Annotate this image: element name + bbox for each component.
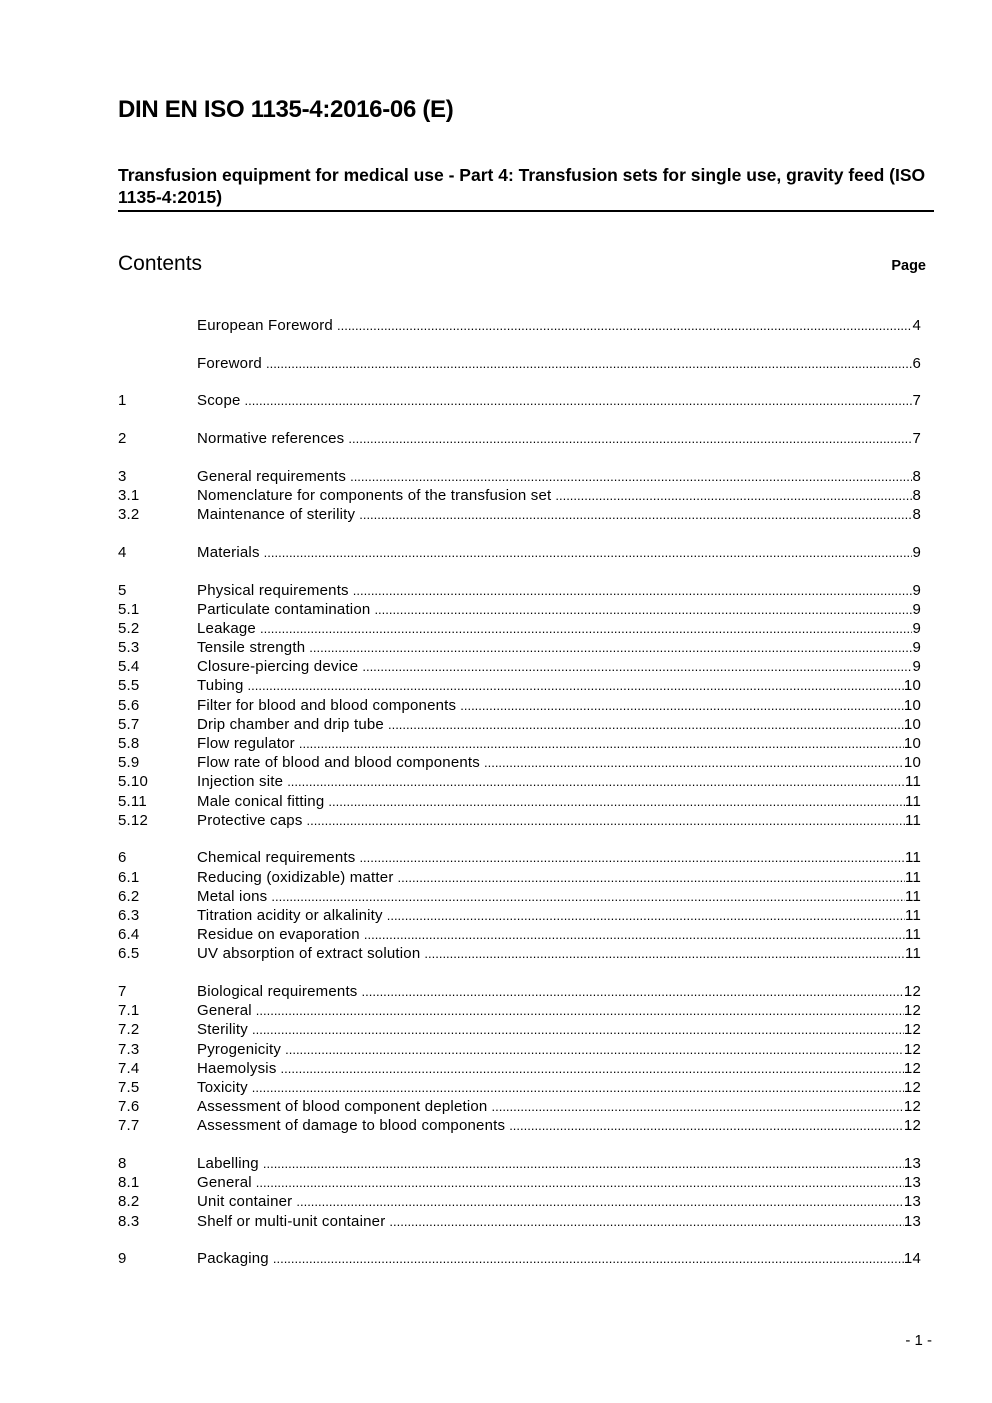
toc-entry-title: Foreword <box>197 354 262 372</box>
toc-leader-dots <box>350 467 912 486</box>
toc-entry-page: 10 <box>903 715 921 733</box>
toc-entry-title: Injection site <box>197 773 284 791</box>
toc-entry-number: 7 <box>118 983 127 1001</box>
toc-group <box>118 848 921 963</box>
toc-entry-page: 12 <box>903 1117 921 1135</box>
toc-leader-dots <box>264 543 913 562</box>
toc-entry-title: European Foreword <box>197 317 333 334</box>
toc-leader-dots <box>460 696 904 715</box>
toc-entry-page: 9 <box>912 639 921 657</box>
toc-entry-title: Nomenclature for components of the transfusion set <box>197 486 552 504</box>
toc-entry[interactable] <box>118 1040 921 1059</box>
toc-leader-dots <box>555 486 912 505</box>
toc-entry-title: Physical requirements <box>197 581 349 599</box>
toc-entry-title: Assessment of blood component depletion <box>197 1098 488 1116</box>
toc-leader-dots <box>484 753 904 772</box>
toc-entry-title: Leakage <box>197 619 256 637</box>
toc-group <box>118 581 921 830</box>
toc-entry-title: Particulate contamination <box>197 600 371 618</box>
toc-entry-title: General requirements <box>197 467 347 485</box>
toc-entry[interactable] <box>118 982 921 1001</box>
toc-entry-title: Normative references <box>197 430 345 448</box>
toc-entry-title: Scope <box>197 392 241 410</box>
toc-entry-page: 7 <box>912 430 921 448</box>
toc-entry-number: 6.5 <box>118 945 140 963</box>
toc-entry-number: 7.3 <box>118 1040 140 1058</box>
toc-entry[interactable] <box>118 1192 921 1211</box>
toc-entry-title: Protective caps <box>197 811 303 829</box>
toc-entry-number: 5.9 <box>118 754 140 772</box>
toc-leader-dots <box>266 354 912 373</box>
toc-entry[interactable] <box>118 1212 921 1231</box>
toc-entry-page: 13 <box>903 1212 921 1230</box>
toc-entry-number: 8 <box>118 1155 127 1173</box>
toc-entry[interactable] <box>118 1154 921 1173</box>
toc-entry-number: 5.10 <box>118 773 148 791</box>
toc-entry-number: 9 <box>118 1250 127 1268</box>
toc-leader-dots <box>252 1020 904 1039</box>
page-number: - 1 - <box>905 1332 932 1349</box>
toc-leader-dots <box>309 638 912 657</box>
toc-leader-dots <box>260 619 912 638</box>
toc-entry-page: 11 <box>905 887 921 905</box>
toc-leader-dots <box>263 1154 904 1173</box>
toc-entry-number: 5.4 <box>118 658 140 676</box>
toc-entry-page: 8 <box>912 506 921 524</box>
toc-entry[interactable] <box>118 1249 921 1268</box>
toc-entry-page: 11 <box>905 868 921 886</box>
toc-entry-page: 14 <box>903 1250 921 1268</box>
toc-entry[interactable] <box>118 1173 921 1192</box>
toc-group <box>118 1154 921 1231</box>
toc-entry[interactable] <box>118 811 921 830</box>
toc-entry-number: 4 <box>118 543 127 561</box>
toc-entry-title: Reducing (oxidizable) matter <box>197 868 394 886</box>
toc-entry-title: Unit container <box>197 1193 293 1211</box>
toc-entry[interactable] <box>118 868 921 887</box>
toc-entry[interactable] <box>118 619 921 638</box>
toc-entry-title: Flow rate of blood and blood components <box>197 754 480 772</box>
toc-entry-page: 9 <box>912 581 921 599</box>
toc-leader-dots <box>248 676 904 695</box>
toc-group <box>118 982 921 1136</box>
toc-leader-dots <box>256 1173 904 1192</box>
toc-entry-title: Male conical fitting <box>197 792 325 810</box>
toc-leader-dots <box>285 1040 904 1059</box>
toc-leader-dots <box>245 391 913 410</box>
toc-entry-title: Shelf or multi-unit container <box>197 1212 386 1230</box>
toc-leader-dots <box>359 505 912 524</box>
toc-entry-number: 5.5 <box>118 677 140 695</box>
toc-leader-dots <box>491 1097 903 1116</box>
toc-entry[interactable] <box>118 792 921 811</box>
toc-leader-dots <box>271 887 905 906</box>
toc-entry-page: 9 <box>912 600 921 618</box>
toc-leader-dots <box>424 944 905 963</box>
toc-entry-title: Maintenance of sterility <box>197 506 356 524</box>
toc-entry-number: 6.3 <box>118 907 140 924</box>
toc-entry-number: 3 <box>118 467 127 485</box>
toc-entry-page: 7 <box>912 392 921 410</box>
toc-entry-page: 11 <box>905 907 921 924</box>
toc-entry-number: 8.3 <box>118 1212 140 1230</box>
toc-entry-number: 6.4 <box>118 926 140 944</box>
toc-entry-title: Flow regulator <box>197 735 295 752</box>
toc-entry-number: 5.6 <box>118 696 140 714</box>
toc-entry-page: 9 <box>912 543 921 561</box>
toc-entry[interactable] <box>118 944 921 963</box>
toc-entry-page: 11 <box>905 926 921 944</box>
toc-entry-title: Filter for blood and blood components <box>197 696 457 714</box>
toc-group <box>118 391 921 410</box>
toc-entry-title: Biological requirements <box>197 983 358 1001</box>
toc-entry-number: 7.5 <box>118 1079 140 1096</box>
toc-entry-number: 7.7 <box>118 1117 140 1135</box>
toc-entry-page: 11 <box>905 792 921 810</box>
toc-leader-dots <box>281 1059 904 1078</box>
toc-entry-title: Tubing <box>197 677 244 695</box>
toc-entry-page: 13 <box>903 1174 921 1192</box>
toc-entry[interactable] <box>118 1097 921 1116</box>
toc-entry-title: Materials <box>197 543 260 561</box>
toc-entry[interactable] <box>118 676 921 695</box>
toc-entry[interactable] <box>118 696 921 715</box>
page-column-heading: Page <box>891 258 926 274</box>
toc-entry[interactable] <box>118 925 921 944</box>
toc-entry-page: 12 <box>903 1021 921 1039</box>
toc-leader-dots <box>389 1212 904 1231</box>
toc-entry-page: 8 <box>912 467 921 485</box>
toc-entry-page: 13 <box>903 1193 921 1211</box>
toc-entry-number: 8.2 <box>118 1193 140 1211</box>
toc-leader-dots <box>307 811 905 830</box>
toc-entry-page: 12 <box>903 983 921 1001</box>
toc-entry[interactable] <box>118 600 921 619</box>
toc-entry-page: 11 <box>905 811 921 829</box>
toc-entry-number: 6 <box>118 849 127 867</box>
toc-entry-title: Labelling <box>197 1155 259 1173</box>
toc-entry-title: Assessment of damage to blood components <box>197 1117 506 1135</box>
contents-heading: Contents <box>118 252 203 275</box>
toc-entry-number: 7.6 <box>118 1098 140 1116</box>
toc-group <box>118 467 921 525</box>
toc-group <box>118 1249 921 1268</box>
toc-entry-title: Drip chamber and drip tube <box>197 715 384 733</box>
toc-entry-title: Titration acidity or alkalinity <box>197 907 383 924</box>
toc-entry-number: 2 <box>118 430 127 448</box>
toc-entry[interactable] <box>118 887 921 906</box>
toc-entry-title: Chemical requirements <box>197 849 356 867</box>
toc-entry-page: 13 <box>903 1155 921 1173</box>
toc-entry-number: 5.1 <box>118 600 140 618</box>
toc-entry[interactable] <box>118 638 921 657</box>
toc-entry-title: Residue on evaporation <box>197 926 360 944</box>
toc-entry-number: 5.8 <box>118 735 140 752</box>
toc-entry-number: 7.1 <box>118 1002 140 1020</box>
toc-entry-number: 5 <box>118 581 127 599</box>
toc-entry-title: Pyrogenicity <box>197 1040 282 1058</box>
toc-leader-dots <box>387 906 905 925</box>
toc-entry-number: 7.2 <box>118 1021 140 1039</box>
toc-entry-page: 10 <box>903 696 921 714</box>
toc-leader-dots <box>374 600 912 619</box>
toc-entry-title: General <box>197 1002 252 1020</box>
toc-entry[interactable] <box>118 316 921 335</box>
toc-leader-dots <box>509 1116 904 1135</box>
toc-entry-page: 12 <box>903 1098 921 1116</box>
document-id: DIN EN ISO 1135-4:2016-06 (E) <box>118 96 454 123</box>
toc-entry[interactable] <box>118 772 921 791</box>
toc-entry-page: 11 <box>905 773 921 791</box>
toc-entry-number: 6.2 <box>118 887 140 905</box>
table-of-contents <box>118 316 921 1287</box>
toc-group <box>118 429 921 448</box>
toc-entry[interactable] <box>118 848 921 867</box>
toc-group <box>118 354 921 373</box>
toc-entry[interactable] <box>118 391 921 410</box>
toc-entry-number: 5.11 <box>118 792 147 810</box>
toc-leader-dots <box>362 657 912 676</box>
title-rule <box>118 210 934 212</box>
toc-entry-number: 5.7 <box>118 715 140 733</box>
toc-entry-page: 6 <box>912 354 921 372</box>
toc-group <box>118 543 921 562</box>
toc-entry-number: 5.12 <box>118 811 148 829</box>
toc-leader-dots <box>348 429 912 448</box>
toc-entry[interactable] <box>118 1020 921 1039</box>
toc-leader-dots <box>337 316 912 335</box>
toc-entry-number: 3.1 <box>118 486 140 504</box>
toc-entry-number: 1 <box>118 392 127 410</box>
toc-entry-number: 7.4 <box>118 1059 140 1077</box>
toc-entry-title: Packaging <box>197 1250 269 1268</box>
toc-entry-title: Tensile strength <box>197 639 306 657</box>
toc-entry[interactable] <box>118 429 921 448</box>
toc-entry[interactable] <box>118 467 921 486</box>
toc-leader-dots <box>398 868 905 887</box>
toc-leader-dots <box>287 772 905 791</box>
toc-entry-page: 10 <box>903 677 921 695</box>
toc-entry[interactable] <box>118 486 921 505</box>
toc-entry-number: 5.2 <box>118 619 140 637</box>
toc-group <box>118 316 921 335</box>
toc-entry-title: Haemolysis <box>197 1059 277 1077</box>
toc-entry[interactable] <box>118 1001 921 1020</box>
toc-entry-title: Closure-piercing device <box>197 658 359 676</box>
toc-leader-dots <box>299 734 904 753</box>
toc-entry-page: 4 <box>912 317 921 334</box>
toc-leader-dots <box>273 1249 904 1268</box>
toc-entry-page: 12 <box>903 1059 921 1077</box>
toc-entry-title: Sterility <box>197 1021 248 1039</box>
toc-entry-page: 9 <box>912 619 921 637</box>
toc-entry-page: 12 <box>903 1002 921 1020</box>
toc-entry-page: 11 <box>905 849 921 867</box>
toc-entry-page: 9 <box>912 658 921 676</box>
toc-entry[interactable] <box>118 581 921 600</box>
toc-leader-dots <box>252 1078 904 1097</box>
toc-entry[interactable] <box>118 1078 921 1097</box>
toc-entry[interactable] <box>118 715 921 734</box>
toc-entry-page: 11 <box>905 945 921 963</box>
toc-entry-number: 3.2 <box>118 506 140 524</box>
document-subtitle: Transfusion equipment for medical use - Part 4: Transfusion sets for single use, gravity feed (ISO 1135-4:2015) <box>118 165 926 207</box>
toc-entry[interactable] <box>118 1059 921 1078</box>
toc-entry[interactable] <box>118 753 921 772</box>
toc-leader-dots <box>296 1192 904 1211</box>
toc-entry-page: 12 <box>903 1040 921 1058</box>
toc-entry-title: General <box>197 1174 252 1192</box>
toc-leader-dots <box>256 1001 904 1020</box>
toc-entry-title: Metal ions <box>197 887 268 905</box>
toc-entry[interactable] <box>118 505 921 524</box>
toc-entry-title: Toxicity <box>197 1079 248 1096</box>
toc-entry-page: 12 <box>903 1079 921 1096</box>
toc-entry-page: 8 <box>912 486 921 504</box>
toc-entry-number: 6.1 <box>118 868 140 886</box>
toc-leader-dots <box>359 848 905 867</box>
toc-leader-dots <box>353 581 913 600</box>
toc-entry[interactable] <box>118 543 921 562</box>
toc-entry-page: 10 <box>903 735 921 752</box>
toc-entry-title: UV absorption of extract solution <box>197 945 421 963</box>
toc-entry[interactable] <box>118 657 921 676</box>
toc-entry-number: 8.1 <box>118 1174 140 1192</box>
toc-leader-dots <box>388 715 904 734</box>
toc-entry[interactable] <box>118 1116 921 1135</box>
toc-leader-dots <box>362 982 904 1001</box>
toc-leader-dots <box>364 925 905 944</box>
toc-entry[interactable] <box>118 906 921 925</box>
toc-leader-dots <box>328 792 905 811</box>
toc-entry-number: 5.3 <box>118 639 140 657</box>
toc-entry-page: 10 <box>903 754 921 772</box>
toc-entry[interactable] <box>118 354 921 373</box>
toc-entry[interactable] <box>118 734 921 753</box>
